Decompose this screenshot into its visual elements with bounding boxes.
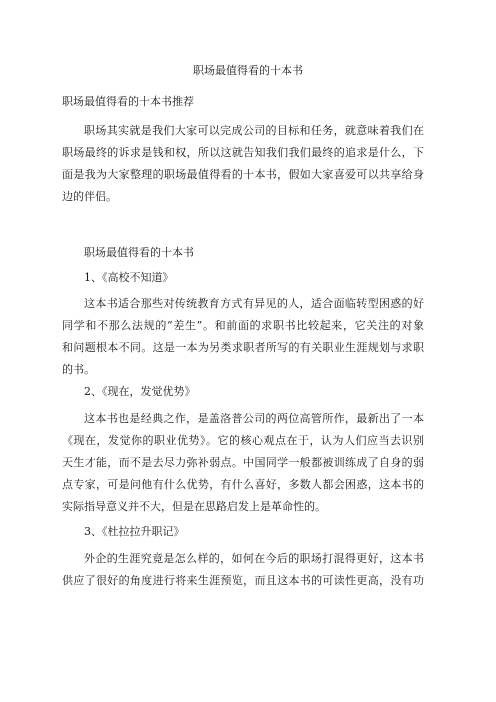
- book-1-line-3: 和问题根本不同。这是一本为另类求职者所写的有关职业生涯规划与求职: [62, 341, 424, 354]
- intro-line-2: 职场最终的诉求是钱和权，所以这就告知我们我们最终的追求是什么，下: [62, 146, 424, 159]
- book-1-line-2: 同学和不那么法规的“差生”。和前面的求职书比较起来，它关注的对象: [62, 319, 424, 332]
- book-2-line-1: 这本书也是经典之作，是盖洛普公司的两位高管所作，最新出了一本: [84, 412, 424, 425]
- book-2-line-4: 点专家，可是问他有什么优势，有什么喜好，多数人都会困惑，这本书的: [62, 478, 424, 491]
- book-2-line-3: 天生才能，而不是去尽力弥补弱点。中国同学一般都被训练成了自身的弱: [62, 456, 424, 469]
- section-heading: 职场最值得看的十本书: [84, 246, 194, 259]
- intro-line-4: 边的伴侣。: [62, 190, 117, 203]
- book-3-line-2: 供应了很好的角度进行将来生涯预览，而且这本书的可读性更高，没有功: [62, 574, 424, 587]
- book-heading-3: 3、《杜拉拉升职记》: [84, 525, 185, 538]
- intro-line-1: 职场其实就是我们大家可以完成公司的目标和任务，就意味着我们在: [84, 124, 424, 137]
- intro-line-3: 面是我为大家整理的职场最值得看的十本书，假如大家喜爱可以共享给身: [62, 168, 424, 181]
- document-title: 职场最值得看的十本书: [193, 64, 303, 77]
- document-subtitle: 职场最值得看的十本书推荐: [62, 95, 194, 108]
- book-1-line-1: 这本书适合那些对传统教育方式有异见的人，适合面临转型困惑的好: [84, 297, 424, 310]
- book-1-line-4: 的书。: [62, 363, 95, 376]
- book-heading-1: 1、《高校不知道》: [84, 271, 174, 284]
- book-2-line-5: 实际指导意义并不大，但是在思路启发上是革命性的。: [62, 500, 326, 513]
- book-3-line-1: 外企的生涯究竟是怎么样的，如何在今后的职场打混得更好，这本书: [84, 552, 424, 565]
- book-2-line-2: 《现在，发觉你的职业优势》。它的核心观点在于，认为人们应当去识别: [62, 434, 424, 447]
- book-heading-2: 2、《现在，发觉优势》: [84, 385, 196, 398]
